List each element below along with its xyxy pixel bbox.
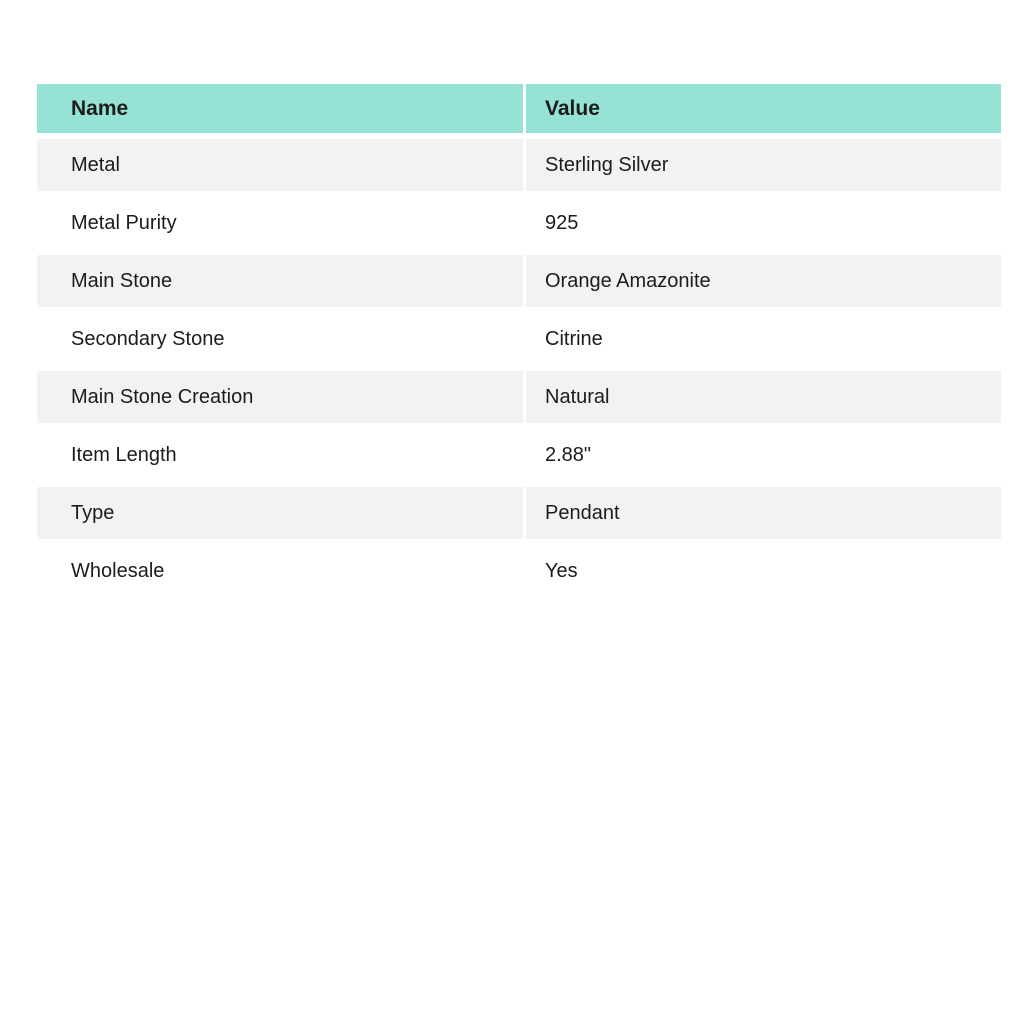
row-value: Citrine: [526, 313, 1001, 365]
row-name: Metal Purity: [37, 197, 523, 249]
row-name: Secondary Stone: [37, 313, 523, 365]
product-spec-table: [37, 84, 1001, 597]
row-name: Wholesale: [37, 545, 523, 597]
table-row: [37, 197, 1001, 249]
row-value: Orange Amazonite: [526, 255, 1001, 307]
row-value: Pendant: [526, 487, 1001, 539]
row-name: Main Stone: [37, 255, 523, 307]
row-value: 2.88": [526, 429, 1001, 481]
table-row: [37, 139, 1001, 191]
row-name: Main Stone Creation: [37, 371, 523, 423]
row-value: 925: [526, 197, 1001, 249]
row-name: Item Length: [37, 429, 523, 481]
row-name: Metal: [37, 139, 523, 191]
row-name: Type: [37, 487, 523, 539]
table-row: [37, 487, 1001, 539]
column-header-value: Value: [526, 84, 1001, 133]
table-row: [37, 255, 1001, 307]
row-value: Sterling Silver: [526, 139, 1001, 191]
row-value: Natural: [526, 371, 1001, 423]
table-row: [37, 545, 1001, 597]
table-row: [37, 313, 1001, 365]
table-row: [37, 429, 1001, 481]
column-header-name: Name: [37, 84, 523, 133]
table-header-row: [37, 84, 1001, 133]
row-value: Yes: [526, 545, 1001, 597]
table-row: [37, 371, 1001, 423]
